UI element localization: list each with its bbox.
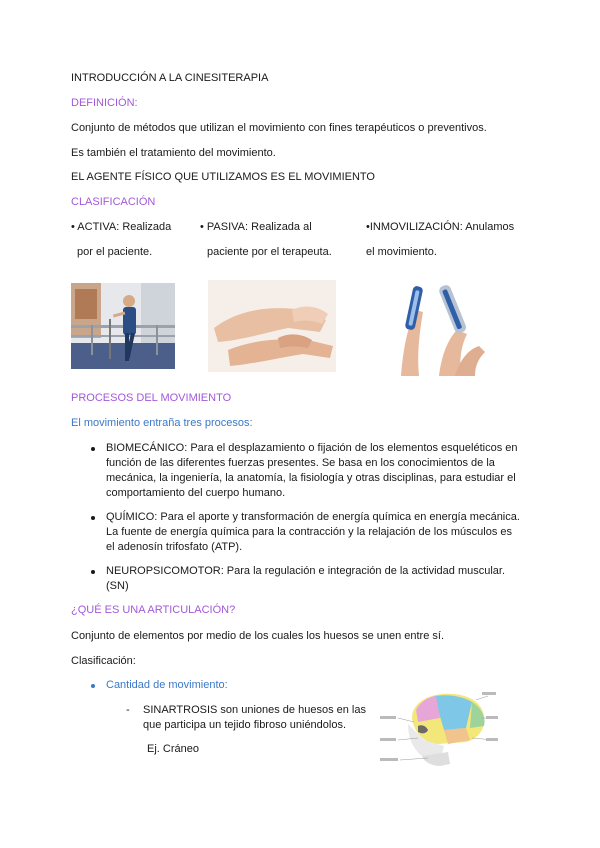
biomecanico-line-4: comportamiento del cuerpo humano. (106, 487, 286, 499)
activa-desc: por el paciente. (77, 246, 153, 258)
definicion-heading: DEFINICIÓN: (71, 97, 138, 109)
agente-fisico-text: EL AGENTE FÍSICO QUE UTILIZAMOS ES EL MOVIMIENTO (71, 171, 375, 183)
bullet-icon (91, 447, 95, 451)
bullet-icon (91, 684, 95, 688)
articulacion-definition: Conjunto de elementos por medio de los cuales los huesos se unen entre sí. (71, 630, 445, 642)
articulacion-heading: ¿QUÉ ES UNA ARTICULACIÓN? (71, 604, 236, 616)
quimico-line-2: La fuente de energía química para la contracción y la relajación de los músculos es (106, 526, 513, 538)
bullet-icon (91, 570, 95, 574)
clasificacion-heading: CLASIFICACIÓN (71, 196, 156, 208)
skull-diagram-image (378, 688, 500, 770)
immobilization-image (381, 280, 492, 378)
biomecanico-line-1: BIOMECÁNICO: Para el desplazamiento o fijación de los elementos esqueléticos en (106, 442, 518, 454)
example-text: Ej. Cráneo (147, 743, 199, 755)
passive-therapy-image (208, 280, 336, 372)
neuropsicomotor-line-1: NEUROPSICOMOTOR: Para la regulación e integración de la actividad muscular. (106, 565, 506, 577)
bullet-icon (91, 516, 95, 520)
inmovilizacion-desc: el movimiento. (366, 246, 437, 258)
articulacion-clasificacion: Clasificación: (71, 655, 136, 667)
activa-label: • ACTIVA: Realizada (71, 221, 172, 233)
pasiva-desc: paciente por el terapeuta. (207, 246, 332, 258)
quimico-line-1: QUÍMICO: Para el aporte y transformación de energía química en energía mecánica. (106, 511, 520, 523)
active-therapy-image (71, 283, 175, 369)
definicion-text-2: Es también el tratamiento del movimiento. (71, 147, 276, 159)
quimico-line-3: el adenosín trifosfato (ATP). (106, 541, 243, 553)
neuropsicomotor-line-2: (SN) (106, 580, 129, 592)
biomecanico-line-3: mecánica, la ingeniería, la anatomía, la fisiología y otras disciplinas, para estudiar el (106, 472, 516, 484)
definicion-text-1: Conjunto de métodos que utilizan el movimiento con fines terapéuticos o preventivos. (71, 122, 487, 134)
cantidad-movimiento-label: Cantidad de movimiento: (106, 679, 228, 691)
document-title: INTRODUCCIÓN A LA CINESITERAPIA (71, 72, 269, 84)
procesos-heading: PROCESOS DEL MOVIMIENTO (71, 392, 232, 404)
sinartrosis-line-2: que participa un tejido fibroso uniéndolos. (143, 719, 347, 731)
dash-marker: - (126, 704, 130, 716)
inmovilizacion-label: •INMOVILIZACIÓN: Anulamos (366, 221, 515, 233)
sinartrosis-line-1: SINARTROSIS son uniones de huesos en las (143, 704, 366, 716)
biomecanico-line-2: función de las diferentes fuerzas presentes. Se basa en los conocimientos de la (106, 457, 495, 469)
pasiva-label: • PASIVA: Realizada al (200, 221, 312, 233)
procesos-subheading: El movimiento entraña tres procesos: (71, 417, 253, 429)
